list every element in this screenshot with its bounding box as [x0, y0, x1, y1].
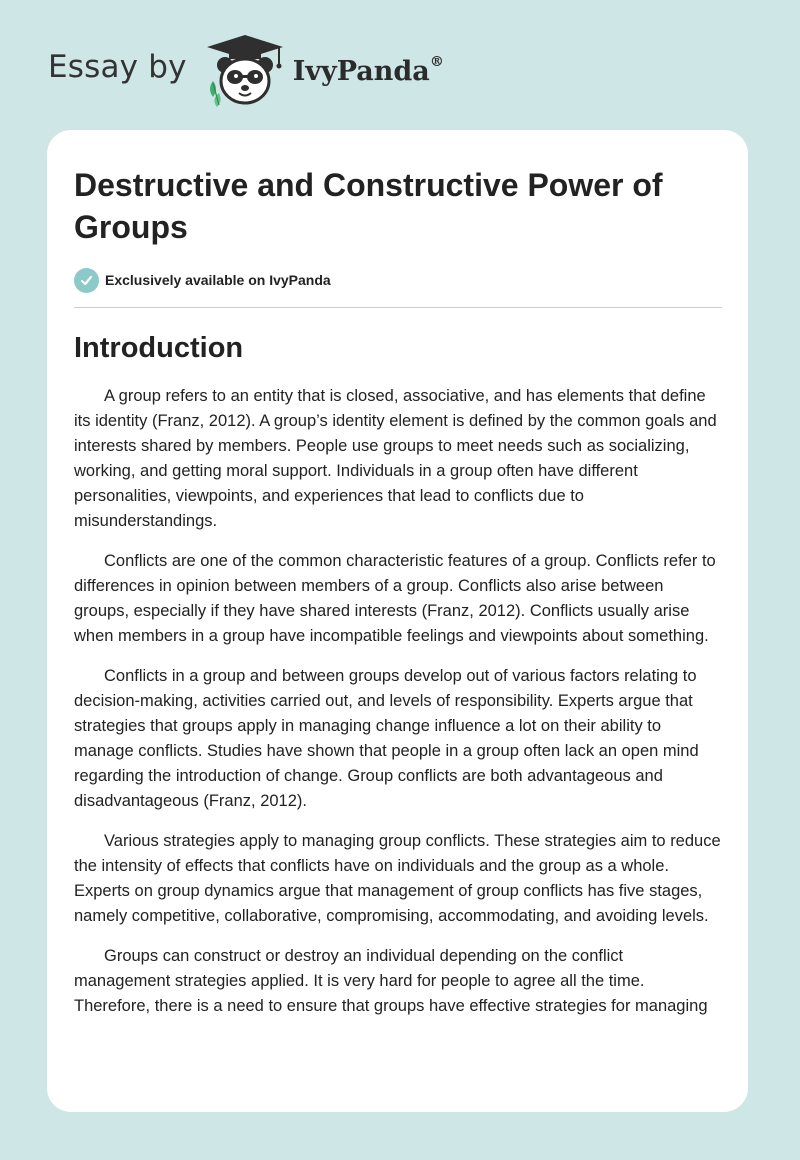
essay-title: Destructive and Constructive Power of Groups: [74, 167, 663, 245]
paragraph-2: Conflicts are one of the common characteristic features of a group. Conflicts refer to differences in opinion between members of a group. Conflicts also arise between groups, especially if they have shared interests (Franz, 2012). Conflicts usually arise when members in a group have incompatible feelings and viewpoints about something.: [74, 552, 716, 645]
site-header: [48, 30, 444, 110]
paragraph-5: Groups can construct or destroy an individual depending on the conflict management strategies applied. It is very hard for people to agree all the time. Therefore, there is a need to ensure that groups have effective strategies for managing: [74, 947, 708, 1015]
paragraph-3: Conflicts in a group and between groups develop out of various factors relating to decision-making, activities carried out, and levels of responsibility. Experts argue that strategies that groups apply in managing change influence a lot on their ability to manage conflicts. Studies have shown that people in a group often lack an open mind regarding the introduction of change. Group conflicts are both advantageous and disadvantageous (Franz, 2012).: [74, 667, 699, 810]
brand-name[interactable]: IvyPanda®: [292, 53, 444, 87]
check-circle-icon: [74, 268, 99, 293]
essay-body: [74, 384, 722, 1019]
essay-card: [47, 130, 748, 1112]
paragraph-1: A group refers to an entity that is closed, associative, and has elements that define its identity (Franz, 2012). A group’s identity element is defined by the common goals and interests shared by members. People use groups to meet needs such as socializing, working, and getting moral support. Individuals in a group often have different personalities, viewpoints, and experiences that lead to conflicts due to misunderstandings.: [74, 387, 717, 530]
exclusive-badge: [74, 267, 722, 293]
divider: [74, 307, 722, 308]
section-heading: Introduction: [74, 332, 244, 364]
registered-mark: ®: [429, 53, 444, 70]
exclusive-label: Exclusively available on IvyPanda: [105, 272, 331, 288]
essay-by-label: Essay by: [48, 49, 187, 85]
paragraph-4: Various strategies apply to managing group conflicts. These strategies aim to reduce the intensity of effects that conflicts have on individuals and the group as a whole. Experts on group dynamics argue that management of group conflicts has five stages, namely competitive, collaborative, compromising, accommodating, and avoiding levels.: [74, 832, 721, 925]
panda-logo-icon[interactable]: [201, 31, 289, 109]
